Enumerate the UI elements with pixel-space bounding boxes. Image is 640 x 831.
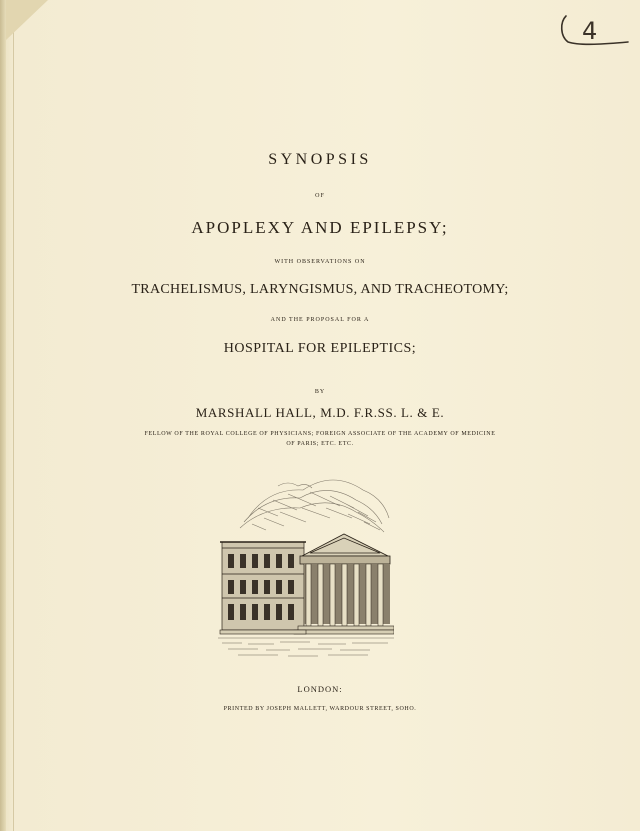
- book-subject-tertiary: HOSPITAL FOR EPILEPTICS;: [223, 341, 417, 356]
- classical-building-engraving-icon: [218, 478, 394, 662]
- book-subject-secondary: TRACHELISMUS, LARYNGISMUS, AND TRACHEOTOMY;: [131, 282, 509, 297]
- title-connector-with: WITH OBSERVATIONS ON: [274, 259, 366, 265]
- author-name: MARSHALL HALL, M.D. F.R.SS. L. & E.: [195, 405, 445, 420]
- page-corner-fold: [6, 0, 48, 40]
- shelfmark-number: 4: [582, 17, 598, 45]
- handwritten-shelfmark: [558, 12, 630, 48]
- printer-imprint: PRINTED BY JOSEPH MALLETT, WARDOUR STREET, SOHO.: [223, 706, 417, 712]
- author-affiliation-line1: FELLOW OF THE ROYAL COLLEGE OF PHYSICIANS; FOREIGN ASSOCIATE OF THE ACADEMY OF MEDICINE: [144, 431, 496, 437]
- title-connector-and: AND THE PROPOSAL FOR A: [270, 317, 370, 323]
- author-affiliation-line2: OF PARIS; ETC. ETC.: [286, 441, 354, 447]
- publication-place: LONDON:: [297, 684, 343, 694]
- title-connector-by: BY: [314, 389, 326, 395]
- title-connector-of: OF: [315, 193, 325, 199]
- book-title: SYNOPSIS: [268, 151, 372, 168]
- book-subject: APOPLEXY AND EPILEPSY;: [191, 218, 449, 237]
